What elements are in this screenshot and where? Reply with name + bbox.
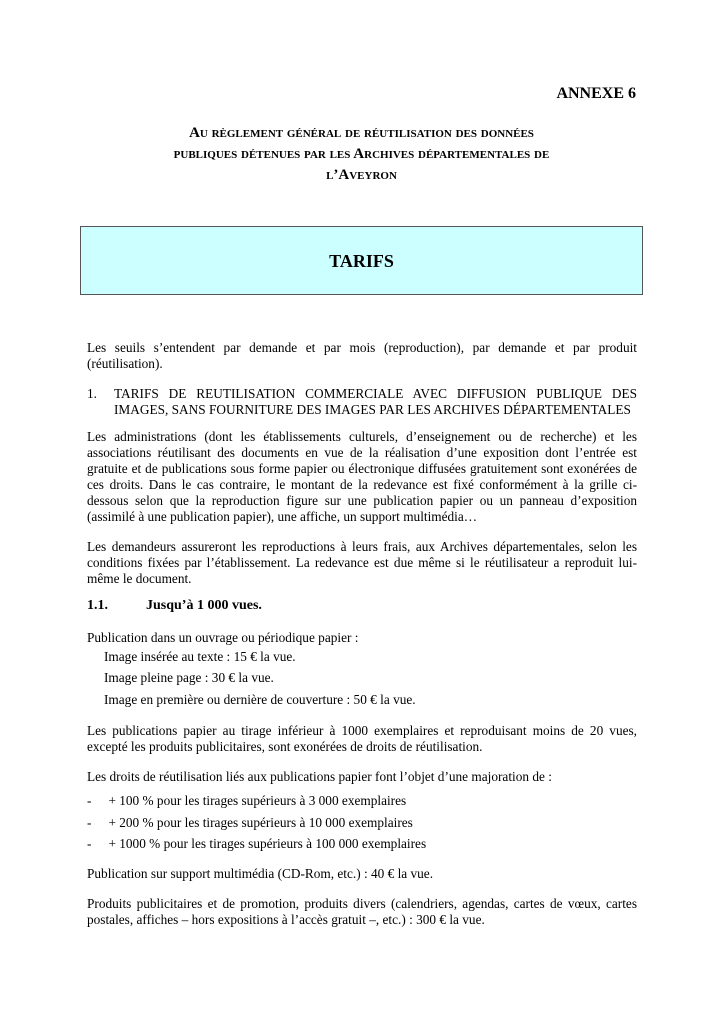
tirage-paragraph: Les publications papier au tirage inférieur à 1000 exemplaires et reproduisant moins de 20 vues, excepté les produits publicitaires, sont exonérées de droits de réutilisation. bbox=[87, 723, 637, 754]
publication-item: Image en première ou dernière de couverture : 50 € la vue. bbox=[104, 692, 416, 707]
section-text: Jusqu’à 1 000 vues. bbox=[146, 598, 262, 613]
tarifs-heading: TARIFS bbox=[329, 250, 394, 271]
majoration-item bbox=[87, 815, 413, 831]
multimedia-paragraph: Publication sur support multimédia (CD-Rom, etc.) : 40 € la vue. bbox=[87, 866, 434, 881]
title-line: publiques détenues par les Archives départementales de bbox=[173, 146, 550, 162]
dash-bullet: - bbox=[87, 815, 92, 830]
title-line: Au règlement général de réutilisation des données bbox=[189, 125, 534, 141]
majoration-text: + 200 % pour les tirages supérieurs à 10 000 exemplaires bbox=[108, 815, 413, 830]
demandeurs-paragraph: Les demandeurs assureront les reproductions à leurs frais, aux Archives départementales, selon les conditions fixées par l’établissement. La redevance est due même si le réutilisateur a reproduit lui-même le document. bbox=[87, 539, 637, 586]
section-number: 1. bbox=[87, 386, 97, 401]
section-1-1-heading bbox=[87, 598, 262, 614]
intro-paragraph: Les seuils s’entendent par demande et par mois (reproduction), par demande et par produit (réutilisation). bbox=[87, 340, 637, 371]
publication-label: Publication dans un ouvrage ou périodique papier : bbox=[87, 630, 359, 645]
dash-bullet: - bbox=[87, 836, 92, 851]
annexe-label: ANNEXE 6 bbox=[556, 85, 636, 102]
section-number: 1.1. bbox=[87, 598, 108, 613]
publication-item: Image insérée au texte : 15 € la vue. bbox=[104, 649, 296, 664]
publication-item: Image pleine page : 30 € la vue. bbox=[104, 670, 274, 685]
document-title bbox=[80, 123, 643, 186]
title-line: l’Aveyron bbox=[326, 167, 397, 183]
produits-paragraph: Produits publicitaires et de promotion, produits divers (calendriers, agendas, cartes de vœux, cartes postales, affiches – hors expositions à l’accès gratuit –, etc.) : 300 € la vue. bbox=[87, 896, 637, 927]
tarifs-box bbox=[80, 226, 643, 295]
majoration-item bbox=[87, 793, 406, 809]
majoration-label: Les droits de réutilisation liés aux publications papier font l’objet d’une majoration de : bbox=[87, 769, 552, 784]
admin-paragraph: Les administrations (dont les établissements culturels, d’enseignement ou de recherche) et les associations réutilisant des documents en vue de la réalisation d’une exposition dont l’entrée est gratuite et de publications sous forme papier ou électronique diffusées gratuitement sont exonérées de ces droits. Dans le cas contraire, le montant de la redevance est fixé conformément à la grille ci-dessous selon que la reproduction figure sur une publication papier ou un panneau d’exposition (assimilé à une publication papier), une affiche, un support multimédia… bbox=[87, 429, 637, 524]
majoration-text: + 1000 % pour les tirages supérieurs à 100 000 exemplaires bbox=[108, 836, 427, 851]
majoration-item bbox=[87, 836, 426, 852]
majoration-text: + 100 % pour les tirages supérieurs à 3 000 exemplaires bbox=[108, 793, 407, 808]
section-1-heading bbox=[87, 386, 637, 418]
dash-bullet: - bbox=[87, 793, 92, 808]
section-text: TARIFS DE REUTILISATION COMMERCIALE AVEC DIFFUSION PUBLIQUE DES IMAGES, SANS FOURNITURE DES IMAGES PAR LES ARCHIVES DÉPARTEMENTALES bbox=[114, 386, 637, 417]
